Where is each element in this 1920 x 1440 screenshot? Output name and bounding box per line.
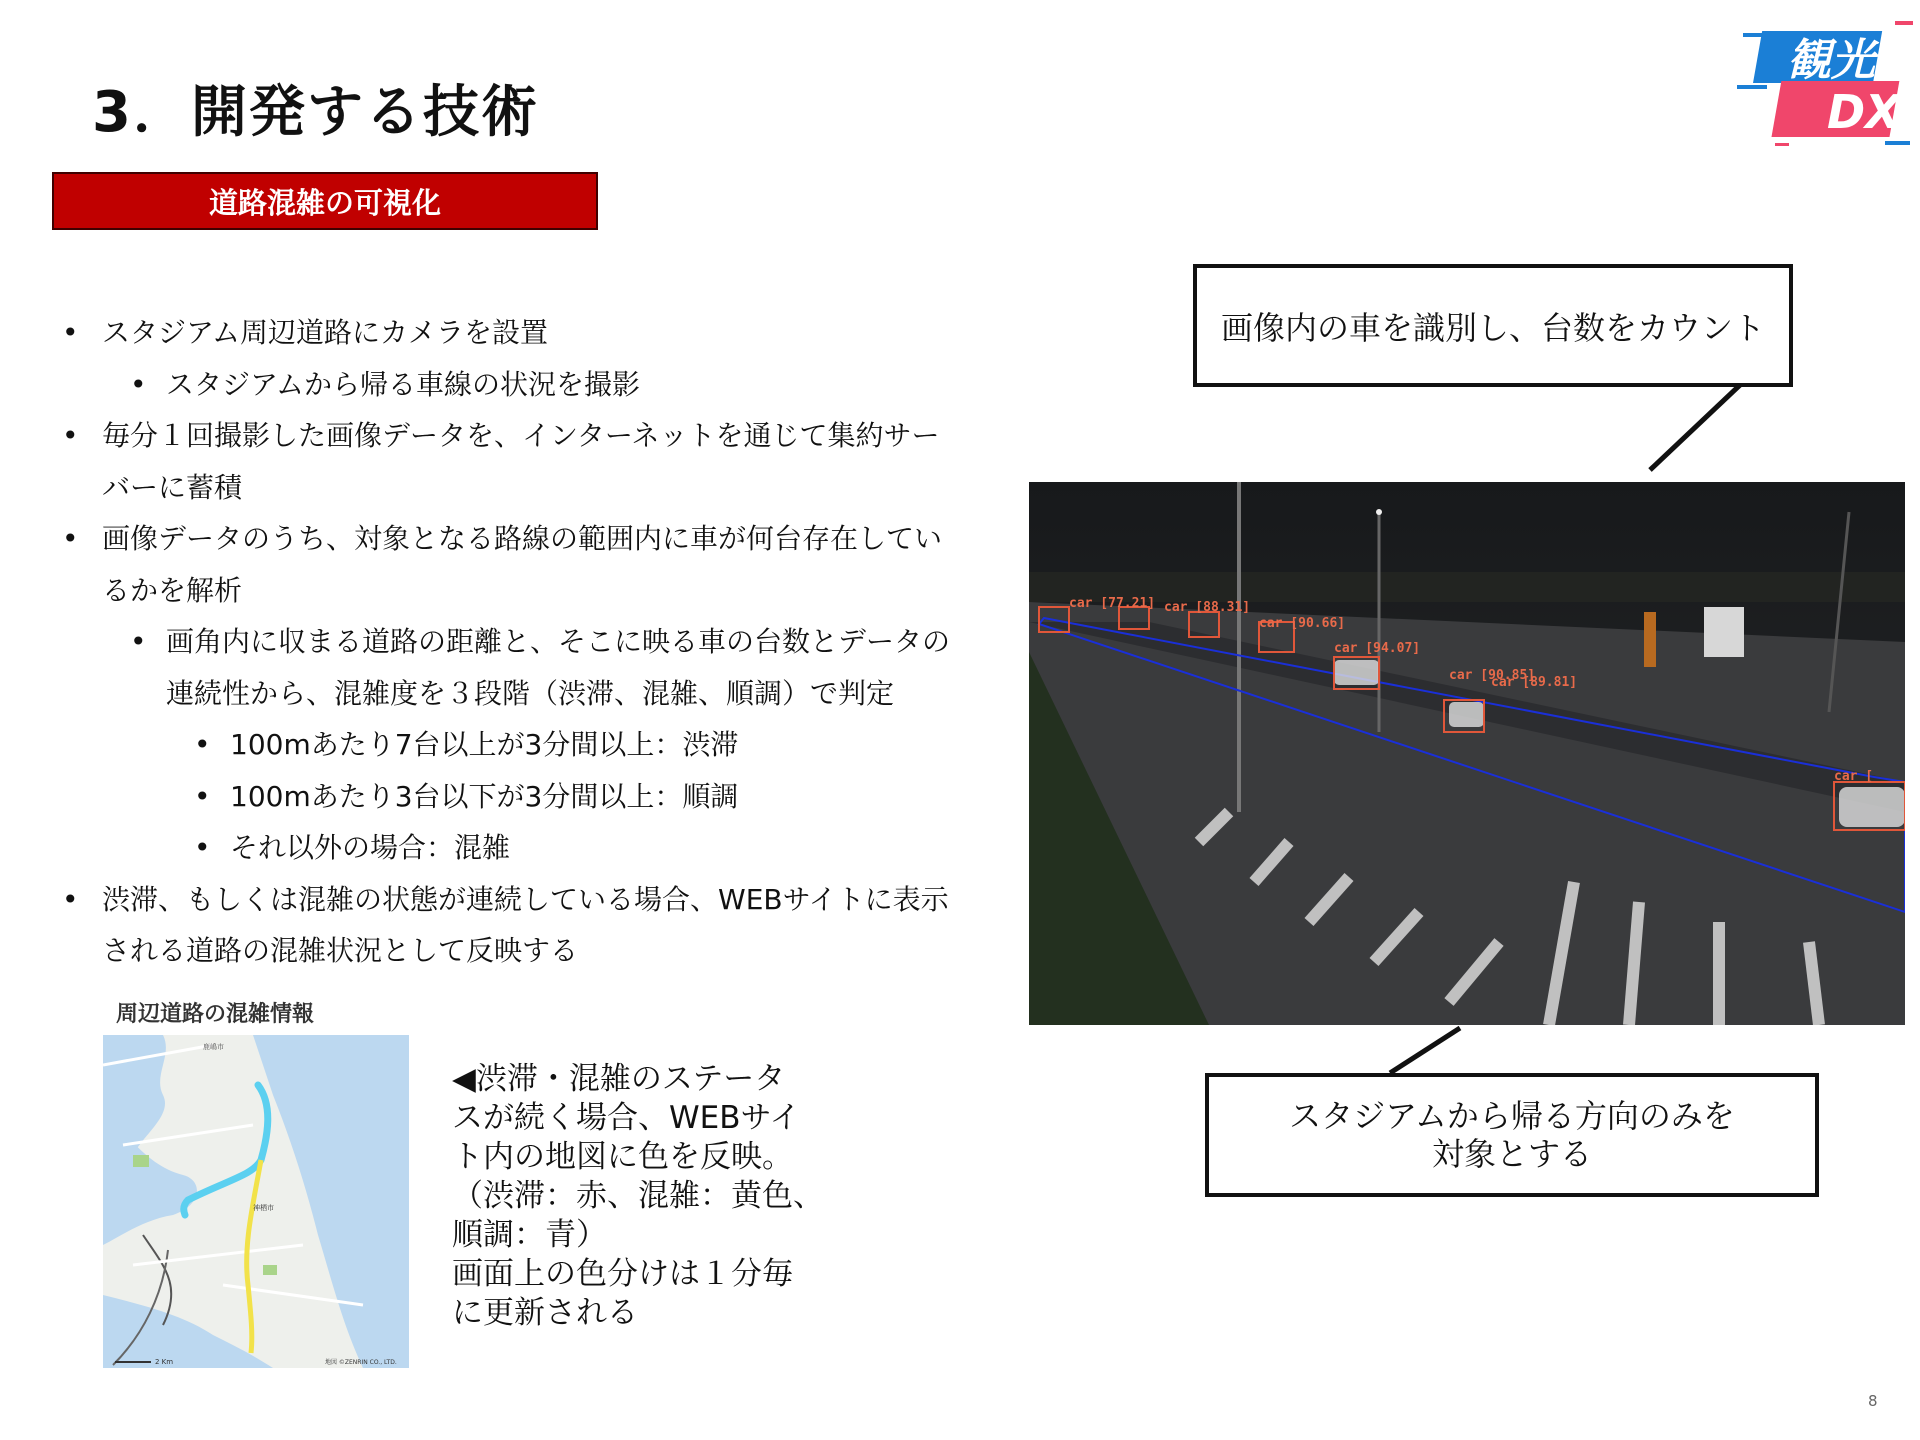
detection-label: car [89.81] <box>1491 675 1578 690</box>
bullet-item-subsub: • それ以外の場合：混雑 <box>62 822 982 874</box>
bullet-list <box>62 307 982 977</box>
bullet-continuation: される道路の混雑状況として反映する <box>102 934 579 967</box>
detection-label: car [88.31] <box>1164 600 1251 615</box>
detection-label: car [90.66] <box>1259 616 1346 631</box>
map-caption: ◀渋滞・混雑のステータ スが続く場合、WEBサイ ト内の地図に色を反映。 （渋滞：赤、混雑：黄色、 順調：青） 画面上の色分けは１分毎 に更新される <box>452 1061 824 1331</box>
bullet-item-sub: • スタジアムから帰る車線の状況を撮影 <box>62 359 982 411</box>
bullet-dot: • <box>130 367 147 401</box>
bullet-item: • スタジアム周辺道路にカメラを設置 <box>62 307 982 359</box>
map-city-label: 神栖市 <box>253 1204 274 1212</box>
bullet-continuation: バーに蓄積 <box>102 470 243 504</box>
bullet-dot: • <box>194 831 211 864</box>
callout-leader-line <box>1640 380 1760 480</box>
bullet-dot: • <box>194 728 211 761</box>
bullet-item: • 画像データのうち、対象となる路線の範囲内に車が何台存在してい <box>62 513 982 565</box>
logo-text-kanko: 観光 <box>1787 35 1875 86</box>
map-city-label: 鹿嶋市 <box>203 1043 224 1051</box>
callout-leader-line <box>1385 1025 1465 1075</box>
map-credit: 地図 ©ZENRIN CO., LTD. <box>325 1359 397 1366</box>
bullet-dot: • <box>62 419 79 452</box>
page-number: 8 <box>1868 1392 1878 1410</box>
bullet-item: • 毎分１回撮影した画像データを、インターネットを通じて集約サー <box>62 410 982 462</box>
bullet-dot: • <box>62 316 79 349</box>
road-sign <box>1704 607 1744 657</box>
callout-direction-only: スタジアムから帰る方向のみを 対象とする <box>1205 1073 1819 1197</box>
traffic-camera-image <box>1029 482 1905 1025</box>
map-title: 周辺道路の混雑情報 <box>116 1002 315 1027</box>
callout-count-cars: 画像内の車を識別し、台数をカウント <box>1193 264 1793 387</box>
detection-label: car [94.07] <box>1334 641 1421 656</box>
bullet-dot: • <box>130 625 147 658</box>
logo-text-dx: DX <box>1827 85 1901 139</box>
detection-label: car [77.21] <box>1069 596 1156 611</box>
bullet-dot: • <box>194 779 211 813</box>
kanko-dx-logo <box>1735 15 1920 155</box>
detection-label: car [90.85] <box>1449 668 1536 683</box>
bullet-continuation: るかを解析 <box>102 573 243 607</box>
bullet-item-sub: • 画角内に収まる道路の距離と、そこに映る車の台数とデータの <box>62 616 982 668</box>
bullet-item-subsub: • 100mあたり7台以上が3分間以上：渋滞 <box>62 719 982 771</box>
congestion-map <box>103 1035 409 1368</box>
bullet-item-subsub: • 100mあたり3台以下が3分間以上：順調 <box>62 771 982 823</box>
bullet-dot: • <box>62 522 79 555</box>
bullet-dot: • <box>62 882 79 916</box>
slide-title: 3．開発する技術 <box>92 80 539 145</box>
map-scale: 2 Km <box>155 1358 174 1366</box>
bullet-item: • 渋滞、もしくは混雑の状態が連続している場合、WEBサイトに表示 <box>62 874 982 926</box>
detection-label: car [ <box>1834 769 1874 784</box>
bullet-continuation: 連続性から、混雑度を３段階（渋滞、混雑、順調）で判定 <box>166 676 895 710</box>
section-label: 道路混雑の可視化 <box>52 172 598 230</box>
